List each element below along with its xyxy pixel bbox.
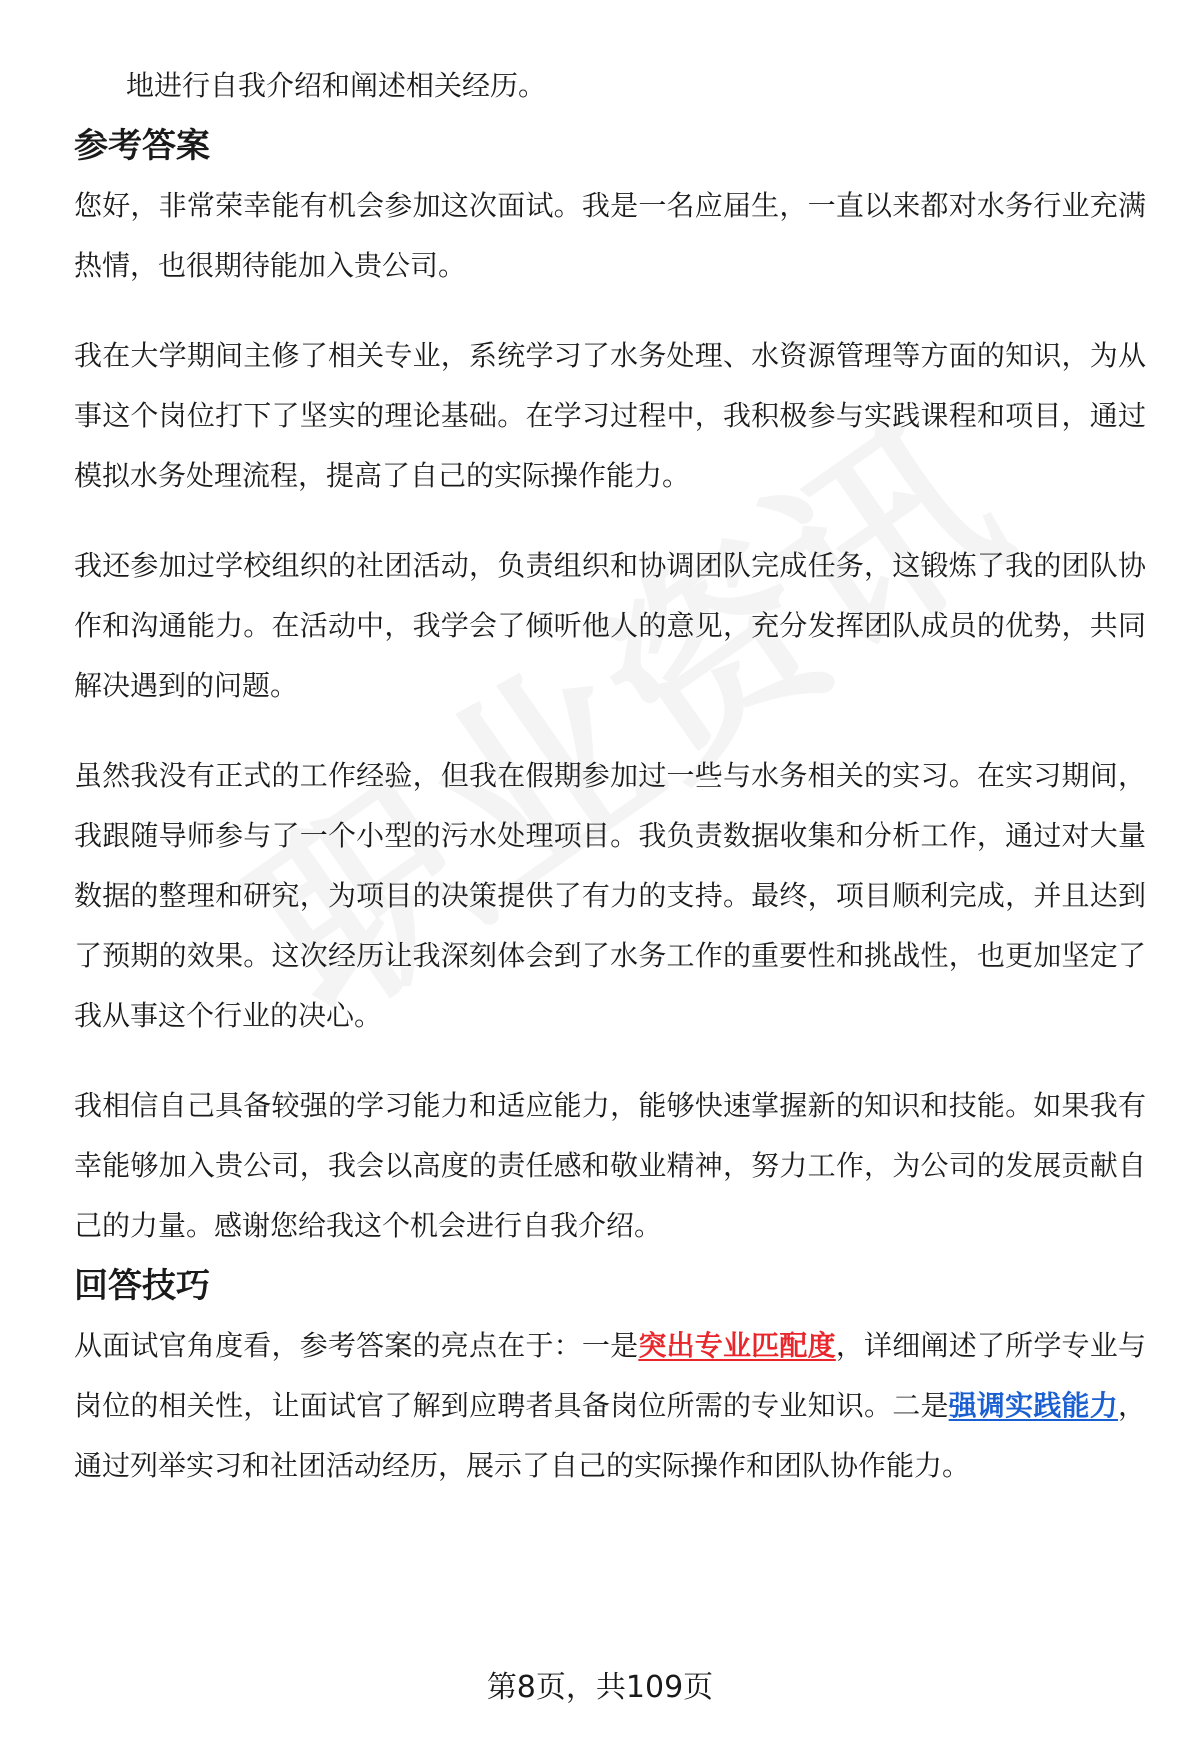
- page-content: [74, 56, 1146, 1496]
- intro-continuation: 地进行自我介绍和阐述相关经历。: [126, 69, 547, 102]
- tips-text: ，详细阐述了所学专业与岗位的相关性，让面试官了解到应聘者具备岗位所需的专业知识。二是: [74, 1329, 1146, 1422]
- page-number: 第8页，共109页: [486, 1670, 714, 1705]
- tips-text: ，通过列举实习和社团活动经历，展示了自己的实际操作和团队协作能力。: [74, 1389, 1146, 1482]
- tips-paragraph: [74, 1316, 1146, 1496]
- answer-paragraph: 我还参加过学校组织的社团活动，负责组织和协调团队完成任务，这锻炼了我的团队协作和沟通能力。在活动中，我学会了倾听他人的意见，充分发挥团队成员的优势，共同解决遇到的问题。: [74, 549, 1146, 702]
- highlight-practical-ability: 强调实践能力: [948, 1389, 1118, 1422]
- highlight-professional-match: 突出专业匹配度: [638, 1329, 836, 1362]
- section-title-answer-tips: 回答技巧: [74, 1266, 210, 1306]
- section-title-reference-answer: 参考答案: [74, 126, 210, 166]
- answer-paragraph: 我相信自己具备较强的学习能力和适应能力，能够快速掌握新的知识和技能。如果我有幸能够加入贵公司，我会以高度的责任感和敬业精神，努力工作，为公司的发展贡献自己的力量。感谢您给我这个机会进行自我介绍。: [74, 1089, 1146, 1242]
- tips-text: 从面试官角度看，参考答案的亮点在于：一是: [74, 1329, 639, 1362]
- answer-paragraph: 虽然我没有正式的工作经验，但我在假期参加过一些与水务相关的实习。在实习期间，我跟随导师参与了一个小型的污水处理项目。我负责数据收集和分析工作，通过对大量数据的整理和研究，为项目的决策提供了有力的支持。最终，项目顺利完成，并且达到了预期的效果。这次经历让我深刻体会到了水务工作的重要性和挑战性，也更加坚定了我从事这个行业的决心。: [74, 759, 1146, 1032]
- answer-paragraph: 我在大学期间主修了相关专业，系统学习了水务处理、水资源管理等方面的知识，为从事这个岗位打下了坚实的理论基础。在学习过程中，我积极参与实践课程和项目，通过模拟水务处理流程，提高了自己的实际操作能力。: [74, 339, 1146, 492]
- answer-paragraph: 您好，非常荣幸能有机会参加这次面试。我是一名应届生，一直以来都对水务行业充满热情，也很期待能加入贵公司。: [74, 189, 1146, 282]
